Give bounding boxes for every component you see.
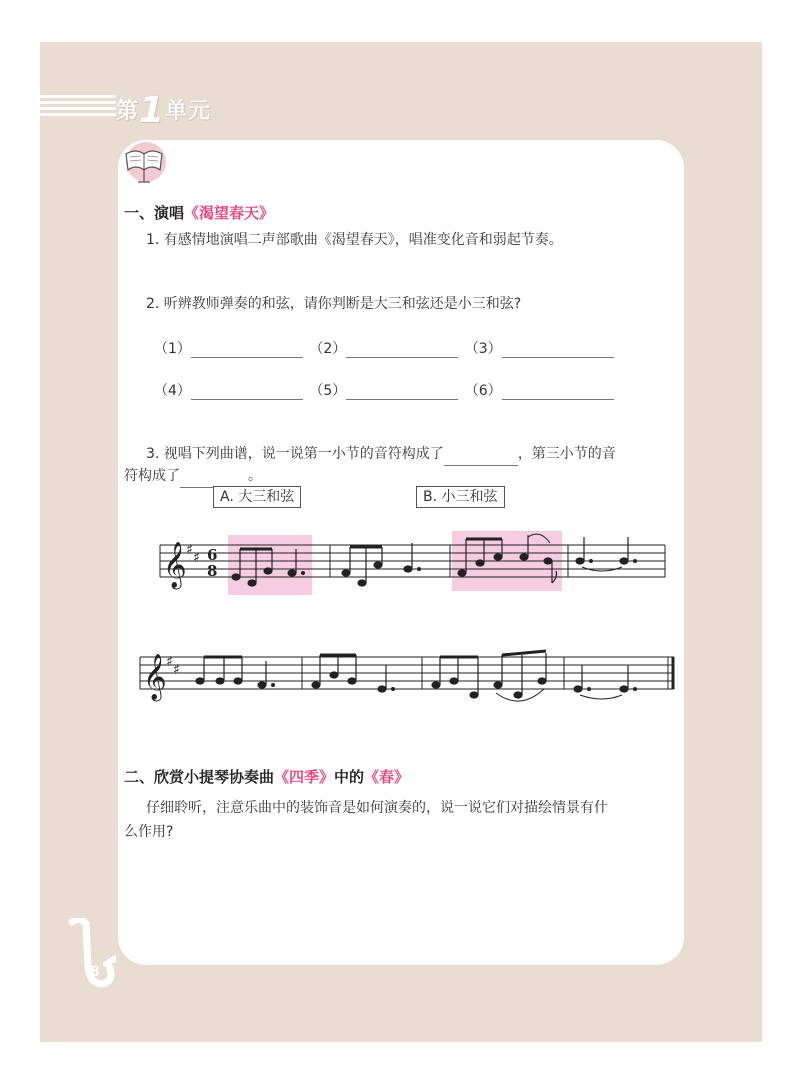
saxophone-icon	[66, 918, 116, 993]
answer-blank[interactable]	[191, 399, 303, 400]
question-4-line2: 么作用?	[124, 824, 174, 840]
choice-a[interactable]: A. 大三和弦	[213, 486, 301, 508]
sharp-icon: ♯	[193, 550, 200, 566]
sharp-icon: ♯	[186, 542, 193, 558]
time-signature-top: 6	[207, 546, 218, 564]
choice-b[interactable]: B. 小三和弦	[416, 486, 505, 508]
option-label: （1）	[154, 341, 191, 357]
unit-suffix: 单元	[165, 99, 212, 124]
treble-clef-icon: 𝄞	[143, 654, 167, 700]
sharp-icon: ♯	[166, 654, 173, 670]
section1-song: 《渴望春天》	[184, 204, 275, 222]
answer-row-1	[154, 338, 614, 358]
page-number: 8	[90, 964, 100, 980]
section1-heading: 一、演唱《渴望春天》	[124, 204, 275, 222]
header-stripes	[40, 95, 116, 121]
option-label: （4）	[154, 383, 191, 399]
question-4-line1: 仔细聆听，注意乐曲中的装饰音是如何演奏的，说一说它们对描绘情景有什	[146, 800, 608, 816]
question-1: 1. 有感情地演唱二声部歌曲《渴望春天》，唱准变化音和弱起节奏。	[146, 232, 563, 248]
music-staff-2	[134, 645, 679, 720]
answer-row-2	[154, 380, 614, 400]
answer-blank[interactable]	[346, 399, 458, 400]
option-label: （6）	[464, 383, 502, 399]
answer-blank[interactable]	[444, 465, 518, 466]
question-3-line2: 符构成了 。	[124, 464, 262, 488]
option-label: （5）	[309, 383, 347, 399]
question-3-line1: 3. 视唱下列曲谱，说一说第一小节的音符构成了 ，第三小节的音	[146, 442, 616, 466]
time-signature-bottom: 8	[207, 562, 218, 580]
answer-blank[interactable]	[346, 357, 458, 358]
answer-blank[interactable]	[502, 357, 614, 358]
answer-blank[interactable]	[502, 399, 614, 400]
option-label: （3）	[464, 341, 502, 357]
question-2: 2. 听辨教师弹奏的和弦，请你判断是大三和弦还是小三和弦?	[146, 296, 522, 312]
treble-clef-icon: 𝄞	[163, 542, 187, 588]
music-book-icon	[120, 140, 168, 186]
option-label: （2）	[309, 341, 347, 357]
highlight-measure-1	[228, 535, 312, 595]
unit-number: 1	[139, 90, 166, 131]
sharp-icon: ♯	[173, 662, 180, 678]
answer-blank[interactable]	[191, 357, 303, 358]
section2-heading: 二、欣赏小提琴协奏曲《四季》中的《春》	[124, 768, 410, 786]
unit-title	[116, 90, 211, 131]
music-staff-1	[150, 525, 670, 600]
unit-prefix: 第	[116, 99, 140, 124]
